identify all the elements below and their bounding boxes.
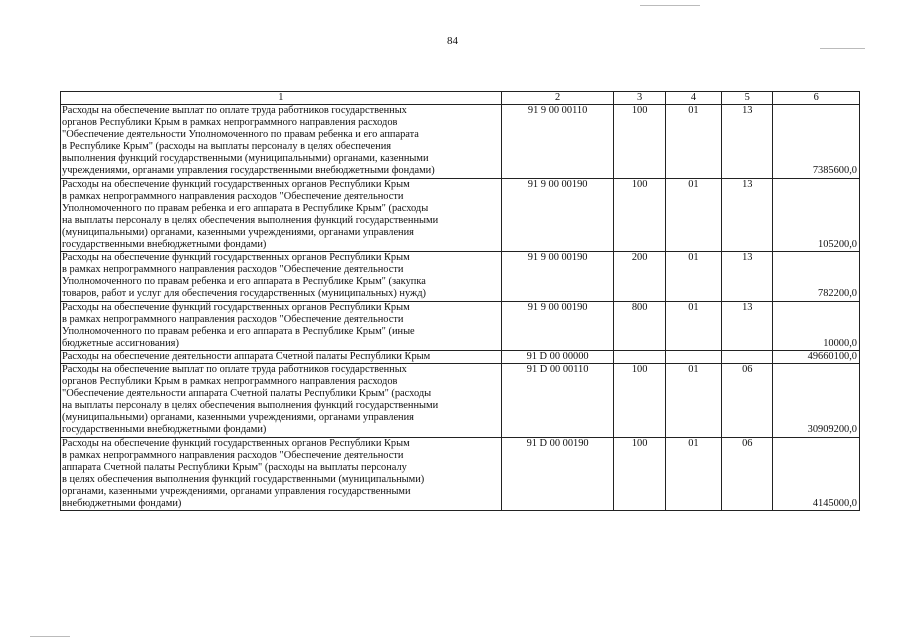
row-section: 01 (665, 105, 721, 179)
table-body (61, 105, 860, 511)
row-subsection: 13 (722, 178, 773, 252)
row-amount: 10000,0 (773, 301, 860, 350)
column-header: 4 (665, 92, 721, 105)
column-header: 2 (501, 92, 614, 105)
row-target-code: 91 9 00 00190 (501, 178, 614, 252)
row-amount: 7385600,0 (773, 105, 860, 179)
row-subsection: 13 (722, 252, 773, 301)
table-row (61, 252, 860, 301)
scan-artifact-line (820, 48, 865, 49)
budget-table (60, 91, 860, 511)
row-description: Расходы на обеспечение выплат по оплате труда работников государственных органов Республики Крым в рамках непрограммного направления расходов "Обеспечение деятельности Уполномоченного по правам ребенка и его аппарата в Республике Крым" (расходы на выплаты персоналу в целях обеспечения выполнения функций государственными (муниципальными) органами, казенными учреждениями, органами управления государственными внебюджетными фондами) (61, 105, 502, 179)
row-section (665, 350, 721, 363)
row-expense-type: 100 (614, 105, 665, 179)
column-header: 3 (614, 92, 665, 105)
row-section: 01 (665, 301, 721, 350)
table-row (61, 363, 860, 437)
row-expense-type: 800 (614, 301, 665, 350)
row-expense-type: 100 (614, 437, 665, 511)
row-amount: 4145000,0 (773, 437, 860, 511)
table-header-row (61, 92, 860, 105)
row-target-code: 91 9 00 00110 (501, 105, 614, 179)
row-description: Расходы на обеспечение выплат по оплате труда работников государственных органов Республики Крым в рамках непрограммного направления расходов "Обеспечение деятельности аппарата Счетной палаты Республики Крым" (расходы на выплаты персоналу в целях обеспечения выполнения функций государственными (муниципальными) органами, казенными учреждениями, органами управления государственными внебюджетными фондами) (61, 363, 502, 437)
row-target-code: 91 D 00 00110 (501, 363, 614, 437)
row-amount: 782200,0 (773, 252, 860, 301)
row-section: 01 (665, 178, 721, 252)
row-amount: 105200,0 (773, 178, 860, 252)
row-section: 01 (665, 252, 721, 301)
row-description: Расходы на обеспечение деятельности аппарата Счетной палаты Республики Крым (61, 350, 502, 363)
page-number: 84 (447, 35, 458, 47)
row-description: Расходы на обеспечение функций государственных органов Республики Крым в рамках непрограммного направления расходов "Обеспечение деятельности аппарата Счетной палаты Республики Крым" (расходы на выплаты персоналу в целях обеспечения выполнения функций государственными (муниципальными) органами, казенными учреждениями, органами управления государственными внебюджетными фондами) (61, 437, 502, 511)
row-description: Расходы на обеспечение функций государственных органов Республики Крым в рамках непрограммного направления расходов "Обеспечение деятельности Уполномоченного по правам ребенка и его аппарата в Республике Крым" (иные бюджетные ассигнования) (61, 301, 502, 350)
row-section: 01 (665, 363, 721, 437)
row-subsection: 13 (722, 105, 773, 179)
table-row (61, 437, 860, 511)
table-row (61, 178, 860, 252)
row-amount: 49660100,0 (773, 350, 860, 363)
row-subsection: 13 (722, 301, 773, 350)
column-header: 1 (61, 92, 502, 105)
row-subsection: 06 (722, 363, 773, 437)
table-row (61, 350, 860, 363)
row-subsection: 06 (722, 437, 773, 511)
row-target-code: 91 D 00 00190 (501, 437, 614, 511)
table-row (61, 301, 860, 350)
row-expense-type: 100 (614, 178, 665, 252)
row-expense-type: 200 (614, 252, 665, 301)
row-target-code: 91 D 00 00000 (501, 350, 614, 363)
scan-artifact-line (640, 5, 700, 6)
column-header: 6 (773, 92, 860, 105)
row-target-code: 91 9 00 00190 (501, 301, 614, 350)
row-section: 01 (665, 437, 721, 511)
table-row (61, 105, 860, 179)
row-description: Расходы на обеспечение функций государственных органов Республики Крым в рамках непрограммного направления расходов "Обеспечение деятельности Уполномоченного по правам ребенка и его аппарата в Республике Крым" (расходы на выплаты персоналу в целях обеспечения выполнения функций государственными (муниципальными) органами, казенными учреждениями, органами управления государственными внебюджетными фондами) (61, 178, 502, 252)
row-target-code: 91 9 00 00190 (501, 252, 614, 301)
column-header: 5 (722, 92, 773, 105)
row-expense-type (614, 350, 665, 363)
scan-artifact-line (30, 636, 70, 637)
row-amount: 30909200,0 (773, 363, 860, 437)
row-description: Расходы на обеспечение функций государственных органов Республики Крым в рамках непрограммного направления расходов "Обеспечение деятельности Уполномоченного по правам ребенка и его аппарата в Республике Крым" (закупка товаров, работ и услуг для обеспечения государственных (муниципальных) нужд) (61, 252, 502, 301)
row-expense-type: 100 (614, 363, 665, 437)
row-subsection (722, 350, 773, 363)
